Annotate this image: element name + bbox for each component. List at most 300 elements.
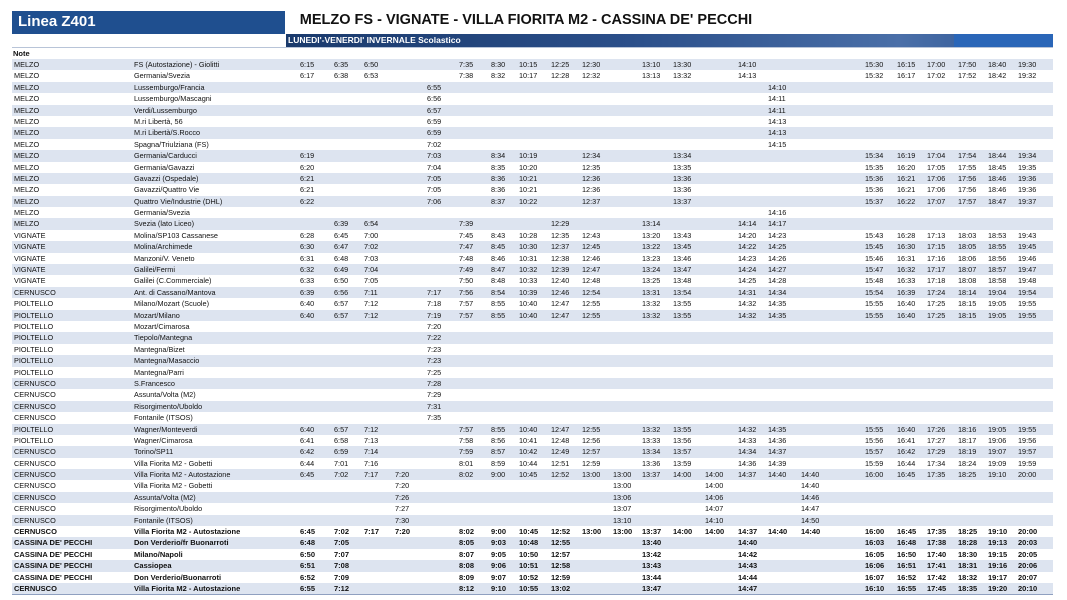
time-cell: 7:31 (427, 401, 442, 411)
time-cell: 13:14 (642, 219, 661, 229)
time-cell: 12:36 (582, 185, 601, 195)
time-cell: 19:34 (1018, 151, 1037, 161)
time-cell: 19:59 (1018, 458, 1037, 468)
time-cell: 16:40 (897, 299, 916, 309)
time-cell: 7:29 (427, 390, 442, 400)
time-cell: 19:55 (1018, 310, 1037, 320)
time-cell: 16:28 (897, 230, 916, 240)
time-cell: 10:42 (519, 447, 538, 457)
time-cell: 15:35 (865, 162, 884, 172)
time-cell: 6:38 (334, 71, 349, 81)
time-cell: 20:03 (1018, 538, 1038, 548)
table-row (12, 480, 1053, 491)
time-cell: 6:20 (300, 162, 315, 172)
time-cell: 8:07 (459, 549, 475, 559)
table-row (12, 572, 1053, 583)
time-cell: 17:07 (927, 196, 946, 206)
time-cell: 14:32 (738, 310, 757, 320)
time-cell: 18:35 (958, 583, 978, 593)
stop-cell: Germania/Svezia (134, 208, 190, 218)
time-cell: 14:46 (801, 492, 820, 502)
time-cell: 18:25 (958, 527, 978, 537)
stop-cell: Villa Fiorita M2 - Autostazione (134, 470, 231, 480)
time-cell: 10:39 (519, 287, 538, 297)
time-cell: 17:52 (958, 71, 977, 81)
time-cell: 16:42 (897, 447, 916, 457)
table-row (12, 275, 1053, 286)
town-cell: CERNUSCO (14, 413, 56, 423)
time-cell: 19:54 (1018, 287, 1037, 297)
time-cell: 6:35 (334, 60, 349, 69)
table-row (12, 344, 1053, 355)
time-cell: 15:55 (865, 424, 884, 434)
time-cell: 19:36 (1018, 173, 1037, 183)
time-cell: 8:46 (491, 253, 506, 263)
time-cell: 6:48 (334, 253, 349, 263)
table-row (12, 469, 1053, 480)
table-row (12, 127, 1053, 138)
table-row (12, 435, 1053, 446)
town-cell: VIGNATE (14, 230, 46, 240)
time-cell: 13:36 (642, 458, 661, 468)
time-cell: 16:03 (865, 538, 885, 548)
time-cell: 7:57 (459, 424, 474, 434)
time-cell: 13:31 (642, 287, 661, 297)
stop-cell: Villa Fiorita M2 - Autostazione (134, 583, 241, 593)
time-cell: 14:33 (738, 435, 757, 445)
table-row (12, 241, 1053, 252)
time-cell: 17:15 (927, 242, 946, 252)
time-cell: 19:20 (988, 583, 1008, 593)
table-row (12, 116, 1053, 127)
time-cell: 10:17 (519, 71, 538, 81)
time-cell: 10:15 (519, 60, 538, 69)
time-cell: 8:37 (491, 196, 506, 206)
time-cell: 18:57 (988, 265, 1007, 275)
time-cell: 13:55 (673, 299, 692, 309)
time-cell: 14:32 (738, 424, 757, 434)
time-cell: 13:00 (582, 527, 602, 537)
time-cell: 17:00 (927, 60, 946, 69)
time-cell: 10:45 (519, 527, 539, 537)
stop-cell: Fontanile (ITSOS) (134, 413, 193, 423)
table-row (12, 139, 1053, 150)
time-cell: 7:17 (427, 287, 442, 297)
time-cell: 15:47 (865, 265, 884, 275)
time-cell: 12:48 (551, 435, 570, 445)
time-cell: 7:59 (459, 447, 474, 457)
time-cell: 14:17 (768, 219, 787, 229)
table-row (12, 93, 1053, 104)
time-cell: 12:39 (551, 265, 570, 275)
time-cell: 14:10 (768, 82, 787, 92)
stop-cell: Ant. di Cassano/Mantova (134, 287, 216, 297)
stop-cell: Svezia (lato Liceo) (134, 219, 195, 229)
time-cell: 20:05 (1018, 549, 1038, 559)
stop-cell: Gavazzi/Quattro Vie (134, 185, 200, 195)
time-cell: 13:00 (613, 470, 632, 480)
table-row (12, 583, 1053, 594)
table-row (12, 59, 1053, 70)
town-cell: PIOLTELLO (14, 367, 54, 377)
time-cell: 15:36 (865, 173, 884, 183)
table-row (12, 367, 1053, 378)
time-cell: 14:44 (738, 572, 758, 582)
time-cell: 10:51 (519, 561, 539, 571)
time-cell: 14:10 (738, 60, 757, 69)
time-cell: 18:07 (958, 265, 977, 275)
time-cell: 10:48 (519, 538, 539, 548)
time-cell: 9:03 (491, 538, 507, 548)
time-cell: 14:40 (801, 470, 820, 480)
time-cell: 19:55 (1018, 299, 1037, 309)
time-cell: 10:21 (519, 185, 538, 195)
time-cell: 12:34 (582, 151, 601, 161)
time-cell: 18:31 (958, 561, 978, 571)
time-cell: 18:46 (988, 185, 1007, 195)
route-title: MELZO FS - VIGNATE - VILLA FIORITA M2 - CASSINA DE' PECCHI (299, 12, 753, 28)
stop-cell: Quattro Vie/Industrie (DHL) (134, 196, 223, 206)
time-cell: 13:00 (613, 527, 633, 537)
time-cell: 15:45 (865, 242, 884, 252)
time-cell: 14:43 (738, 561, 758, 571)
time-cell: 6:22 (300, 196, 315, 206)
stop-cell: Milano/Mozart (Scuole) (134, 299, 210, 309)
time-cell: 6:42 (300, 447, 315, 457)
stop-cell: Gavazzi (Ospedale) (134, 173, 199, 183)
time-cell: 12:47 (551, 310, 570, 320)
time-cell: 10:22 (519, 196, 538, 206)
stop-cell: Cassiopea (134, 561, 172, 571)
town-cell: MELZO (14, 208, 40, 218)
time-cell: 14:32 (738, 299, 757, 309)
time-cell: 14:40 (738, 538, 758, 548)
time-cell: 13:37 (642, 470, 661, 480)
time-cell: 16:32 (897, 265, 916, 275)
stop-cell: Verdi/Lussemburgo (134, 105, 197, 115)
time-cell: 18:40 (988, 60, 1007, 69)
time-cell: 14:37 (738, 470, 757, 480)
time-cell: 17:27 (927, 435, 946, 445)
time-cell: 6:57 (334, 299, 349, 309)
time-cell: 19:45 (1018, 242, 1037, 252)
time-cell: 10:32 (519, 265, 538, 275)
town-cell: MELZO (14, 116, 40, 126)
time-cell: 14:40 (801, 481, 820, 491)
time-cell: 12:40 (551, 276, 570, 286)
time-cell: 7:26 (395, 492, 410, 502)
town-cell: MELZO (14, 162, 40, 172)
town-cell: PIOLTELLO (14, 310, 54, 320)
time-cell: 13:34 (673, 151, 692, 161)
time-cell: 13:33 (642, 435, 661, 445)
time-cell: 18:55 (988, 242, 1007, 252)
time-cell: 6:50 (300, 549, 316, 559)
time-cell: 18:24 (958, 458, 977, 468)
time-cell: 18:25 (958, 470, 977, 480)
time-cell: 19:06 (988, 435, 1007, 445)
town-cell: CERNUSCO (14, 458, 56, 468)
time-cell: 14:10 (705, 515, 724, 525)
time-cell: 12:52 (551, 527, 571, 537)
time-cell: 13:47 (642, 583, 662, 593)
time-cell: 8:34 (491, 151, 506, 161)
time-cell: 12:36 (582, 173, 601, 183)
time-cell: 13:32 (642, 424, 661, 434)
time-cell: 10:44 (519, 458, 538, 468)
time-cell: 14:27 (768, 265, 787, 275)
table-row (12, 378, 1053, 389)
table-row (12, 310, 1053, 321)
town-cell: MELZO (14, 173, 40, 183)
table-row (12, 537, 1053, 548)
stop-cell: M.ri Libertà, 56 (134, 116, 183, 126)
time-cell: 15:32 (865, 71, 884, 81)
time-cell: 18:19 (958, 447, 977, 457)
time-cell: 12:52 (551, 470, 570, 480)
stop-cell: Don Verderio/Buonarroti (134, 572, 222, 582)
time-cell: 7:22 (427, 333, 442, 343)
time-cell: 16:10 (865, 583, 885, 593)
time-cell: 12:55 (582, 299, 601, 309)
stop-cell: Villa Fiorita M2 - Autostazione (134, 527, 241, 537)
time-cell: 8:01 (459, 458, 474, 468)
time-cell: 6:17 (300, 71, 315, 81)
stop-cell: Wagner/Monteverdi (134, 424, 198, 434)
time-cell: 13:42 (642, 549, 662, 559)
time-cell: 14:34 (738, 447, 757, 457)
table-row (12, 424, 1053, 435)
table-row (12, 503, 1053, 514)
time-cell: 18:30 (958, 549, 978, 559)
time-cell: 6:40 (300, 310, 315, 320)
time-cell: 19:16 (988, 561, 1008, 571)
time-cell: 14:13 (768, 116, 787, 126)
footer-divider (12, 594, 1053, 595)
time-cell: 10:20 (519, 162, 538, 172)
time-cell: 16:44 (897, 458, 916, 468)
time-cell: 13:00 (582, 470, 601, 480)
stop-cell: M.ri Libertà/S.Rocco (134, 128, 201, 138)
time-cell: 6:47 (334, 242, 349, 252)
town-cell: CERNUSCO (14, 527, 57, 537)
time-cell: 6:53 (364, 71, 379, 81)
stop-cell: Molina/SP103 Cassanese (134, 230, 218, 240)
time-cell: 17:26 (927, 424, 946, 434)
time-cell: 12:30 (582, 60, 601, 69)
time-cell: 13:37 (642, 527, 662, 537)
time-cell: 13:24 (642, 265, 661, 275)
time-cell: 14:34 (768, 287, 787, 297)
time-cell: 6:57 (334, 310, 349, 320)
time-cell: 13:46 (673, 253, 692, 263)
time-cell: 7:35 (427, 413, 442, 423)
time-cell: 8:02 (459, 470, 474, 480)
time-cell: 18:17 (958, 435, 977, 445)
time-cell: 7:05 (364, 276, 379, 286)
time-cell: 7:03 (364, 253, 379, 263)
time-cell: 8:09 (459, 572, 475, 582)
time-cell: 12:29 (551, 219, 570, 229)
time-cell: 14:00 (705, 527, 725, 537)
table-row (12, 105, 1053, 116)
time-cell: 7:17 (364, 527, 380, 537)
time-cell: 19:48 (1018, 276, 1037, 286)
time-cell: 14:11 (768, 94, 786, 104)
stop-cell: Fontanile (ITSOS) (134, 515, 193, 525)
town-cell: CERNUSCO (14, 390, 56, 400)
table-row (12, 560, 1053, 571)
time-cell: 19:09 (988, 458, 1007, 468)
time-cell: 16:55 (897, 583, 917, 593)
time-cell: 6:33 (300, 276, 315, 286)
time-cell: 7:02 (334, 527, 350, 537)
town-cell: MELZO (14, 94, 40, 104)
time-cell: 19:47 (1018, 265, 1037, 275)
town-cell: CERNUSCO (14, 401, 56, 411)
stop-cell: Spagna/Triulziana (FS) (134, 139, 209, 149)
table-row (12, 401, 1053, 412)
time-cell: 16:05 (865, 549, 885, 559)
time-cell: 14:11 (768, 105, 786, 115)
time-cell: 12:37 (551, 242, 570, 252)
time-cell: 13:32 (642, 310, 661, 320)
time-cell: 17:35 (927, 470, 946, 480)
time-cell: 7:05 (427, 185, 442, 195)
time-cell: 14:23 (738, 253, 757, 263)
time-cell: 19:30 (1018, 60, 1037, 69)
stop-cell: Tiepolo/Mantegna (134, 333, 193, 343)
timetable (12, 59, 1053, 594)
time-cell: 16:40 (897, 310, 916, 320)
time-cell: 12:51 (551, 458, 570, 468)
time-cell: 6:40 (300, 299, 315, 309)
time-cell: 18:03 (958, 230, 977, 240)
time-cell: 16:19 (897, 151, 916, 161)
time-cell: 6:45 (300, 527, 316, 537)
time-cell: 13:25 (642, 276, 661, 286)
time-cell: 7:03 (427, 151, 442, 161)
time-cell: 13:00 (613, 481, 632, 491)
table-row (12, 196, 1053, 207)
town-cell: CERNUSCO (14, 378, 56, 388)
time-cell: 13:34 (642, 447, 661, 457)
time-cell: 16:21 (897, 185, 916, 195)
time-cell: 7:16 (364, 458, 379, 468)
time-cell: 7:12 (364, 424, 379, 434)
time-cell: 16:45 (897, 527, 917, 537)
time-cell: 13:10 (642, 60, 661, 69)
stop-cell: Wagner/Cimarosa (134, 435, 193, 445)
table-row (12, 207, 1053, 218)
time-cell: 9:07 (491, 572, 507, 582)
time-cell: 12:57 (551, 549, 571, 559)
table-row (12, 389, 1053, 400)
time-cell: 19:10 (988, 470, 1007, 480)
time-cell: 7:13 (364, 435, 379, 445)
time-cell: 12:46 (551, 287, 570, 297)
time-cell: 8:55 (491, 424, 506, 434)
time-cell: 17:57 (958, 196, 977, 206)
time-cell: 8:02 (459, 527, 475, 537)
time-cell: 18:06 (958, 253, 977, 263)
time-cell: 6:51 (300, 561, 316, 571)
time-cell: 14:14 (738, 219, 757, 229)
time-cell: 14:00 (705, 470, 724, 480)
time-cell: 19:57 (1018, 447, 1037, 457)
time-cell: 12:55 (551, 538, 571, 548)
time-cell: 12:43 (582, 230, 601, 240)
time-cell: 7:12 (364, 299, 379, 309)
time-cell: 12:47 (582, 265, 601, 275)
time-cell: 6:54 (364, 219, 379, 229)
time-cell: 16:48 (897, 538, 917, 548)
stop-cell: Lussemburgo/Francia (134, 82, 205, 92)
stop-cell: Galilei (C.Commerciale) (134, 276, 212, 286)
time-cell: 6:49 (334, 265, 349, 275)
time-cell: 14:13 (738, 71, 757, 81)
stop-cell: Germania/Gavazzi (134, 162, 195, 172)
town-cell: VIGNATE (14, 276, 46, 286)
time-cell: 6:30 (300, 242, 315, 252)
time-cell: 13:40 (642, 538, 662, 548)
town-cell: MELZO (14, 128, 40, 138)
time-cell: 12:55 (582, 310, 601, 320)
time-cell: 10:33 (519, 276, 538, 286)
time-cell: 7:11 (364, 287, 378, 297)
time-cell: 6:57 (427, 105, 442, 115)
time-cell: 17:04 (927, 151, 946, 161)
time-cell: 7:28 (427, 378, 442, 388)
stop-cell: FS (Autostazione) - Giolitti (134, 60, 220, 69)
time-cell: 14:47 (738, 583, 758, 593)
time-cell: 12:48 (582, 276, 601, 286)
town-cell: MELZO (14, 151, 40, 161)
time-cell: 13:32 (673, 71, 692, 81)
stop-cell: Villa Fiorita M2 - Gobetti (134, 458, 213, 468)
time-cell: 15:37 (865, 196, 884, 206)
table-row (12, 184, 1053, 195)
time-cell: 7:19 (427, 310, 442, 320)
time-cell: 15:30 (865, 60, 884, 69)
time-cell: 13:57 (673, 447, 692, 457)
time-cell: 14:37 (738, 527, 758, 537)
time-cell: 14:42 (738, 549, 758, 559)
time-cell: 7:25 (427, 367, 442, 377)
table-row (12, 70, 1053, 81)
time-cell: 7:18 (427, 299, 442, 309)
time-cell: 13:55 (673, 310, 692, 320)
time-cell: 8:47 (491, 265, 506, 275)
time-cell: 19:15 (988, 549, 1008, 559)
time-cell: 6:21 (300, 173, 315, 183)
table-row (12, 515, 1053, 526)
time-cell: 13:10 (613, 515, 632, 525)
time-cell: 14:15 (768, 139, 787, 149)
town-cell: PIOLTELLO (14, 344, 54, 354)
table-row (12, 298, 1053, 309)
time-cell: 6:59 (334, 447, 349, 457)
time-cell: 7:57 (459, 299, 474, 309)
time-cell: 17:25 (927, 310, 946, 320)
time-cell: 18:45 (988, 162, 1007, 172)
town-cell: VIGNATE (14, 253, 46, 263)
time-cell: 8:59 (491, 458, 506, 468)
time-cell: 6:55 (300, 583, 316, 593)
time-cell: 6:41 (300, 435, 315, 445)
town-cell: VIGNATE (14, 242, 46, 252)
time-cell: 7:57 (459, 310, 474, 320)
